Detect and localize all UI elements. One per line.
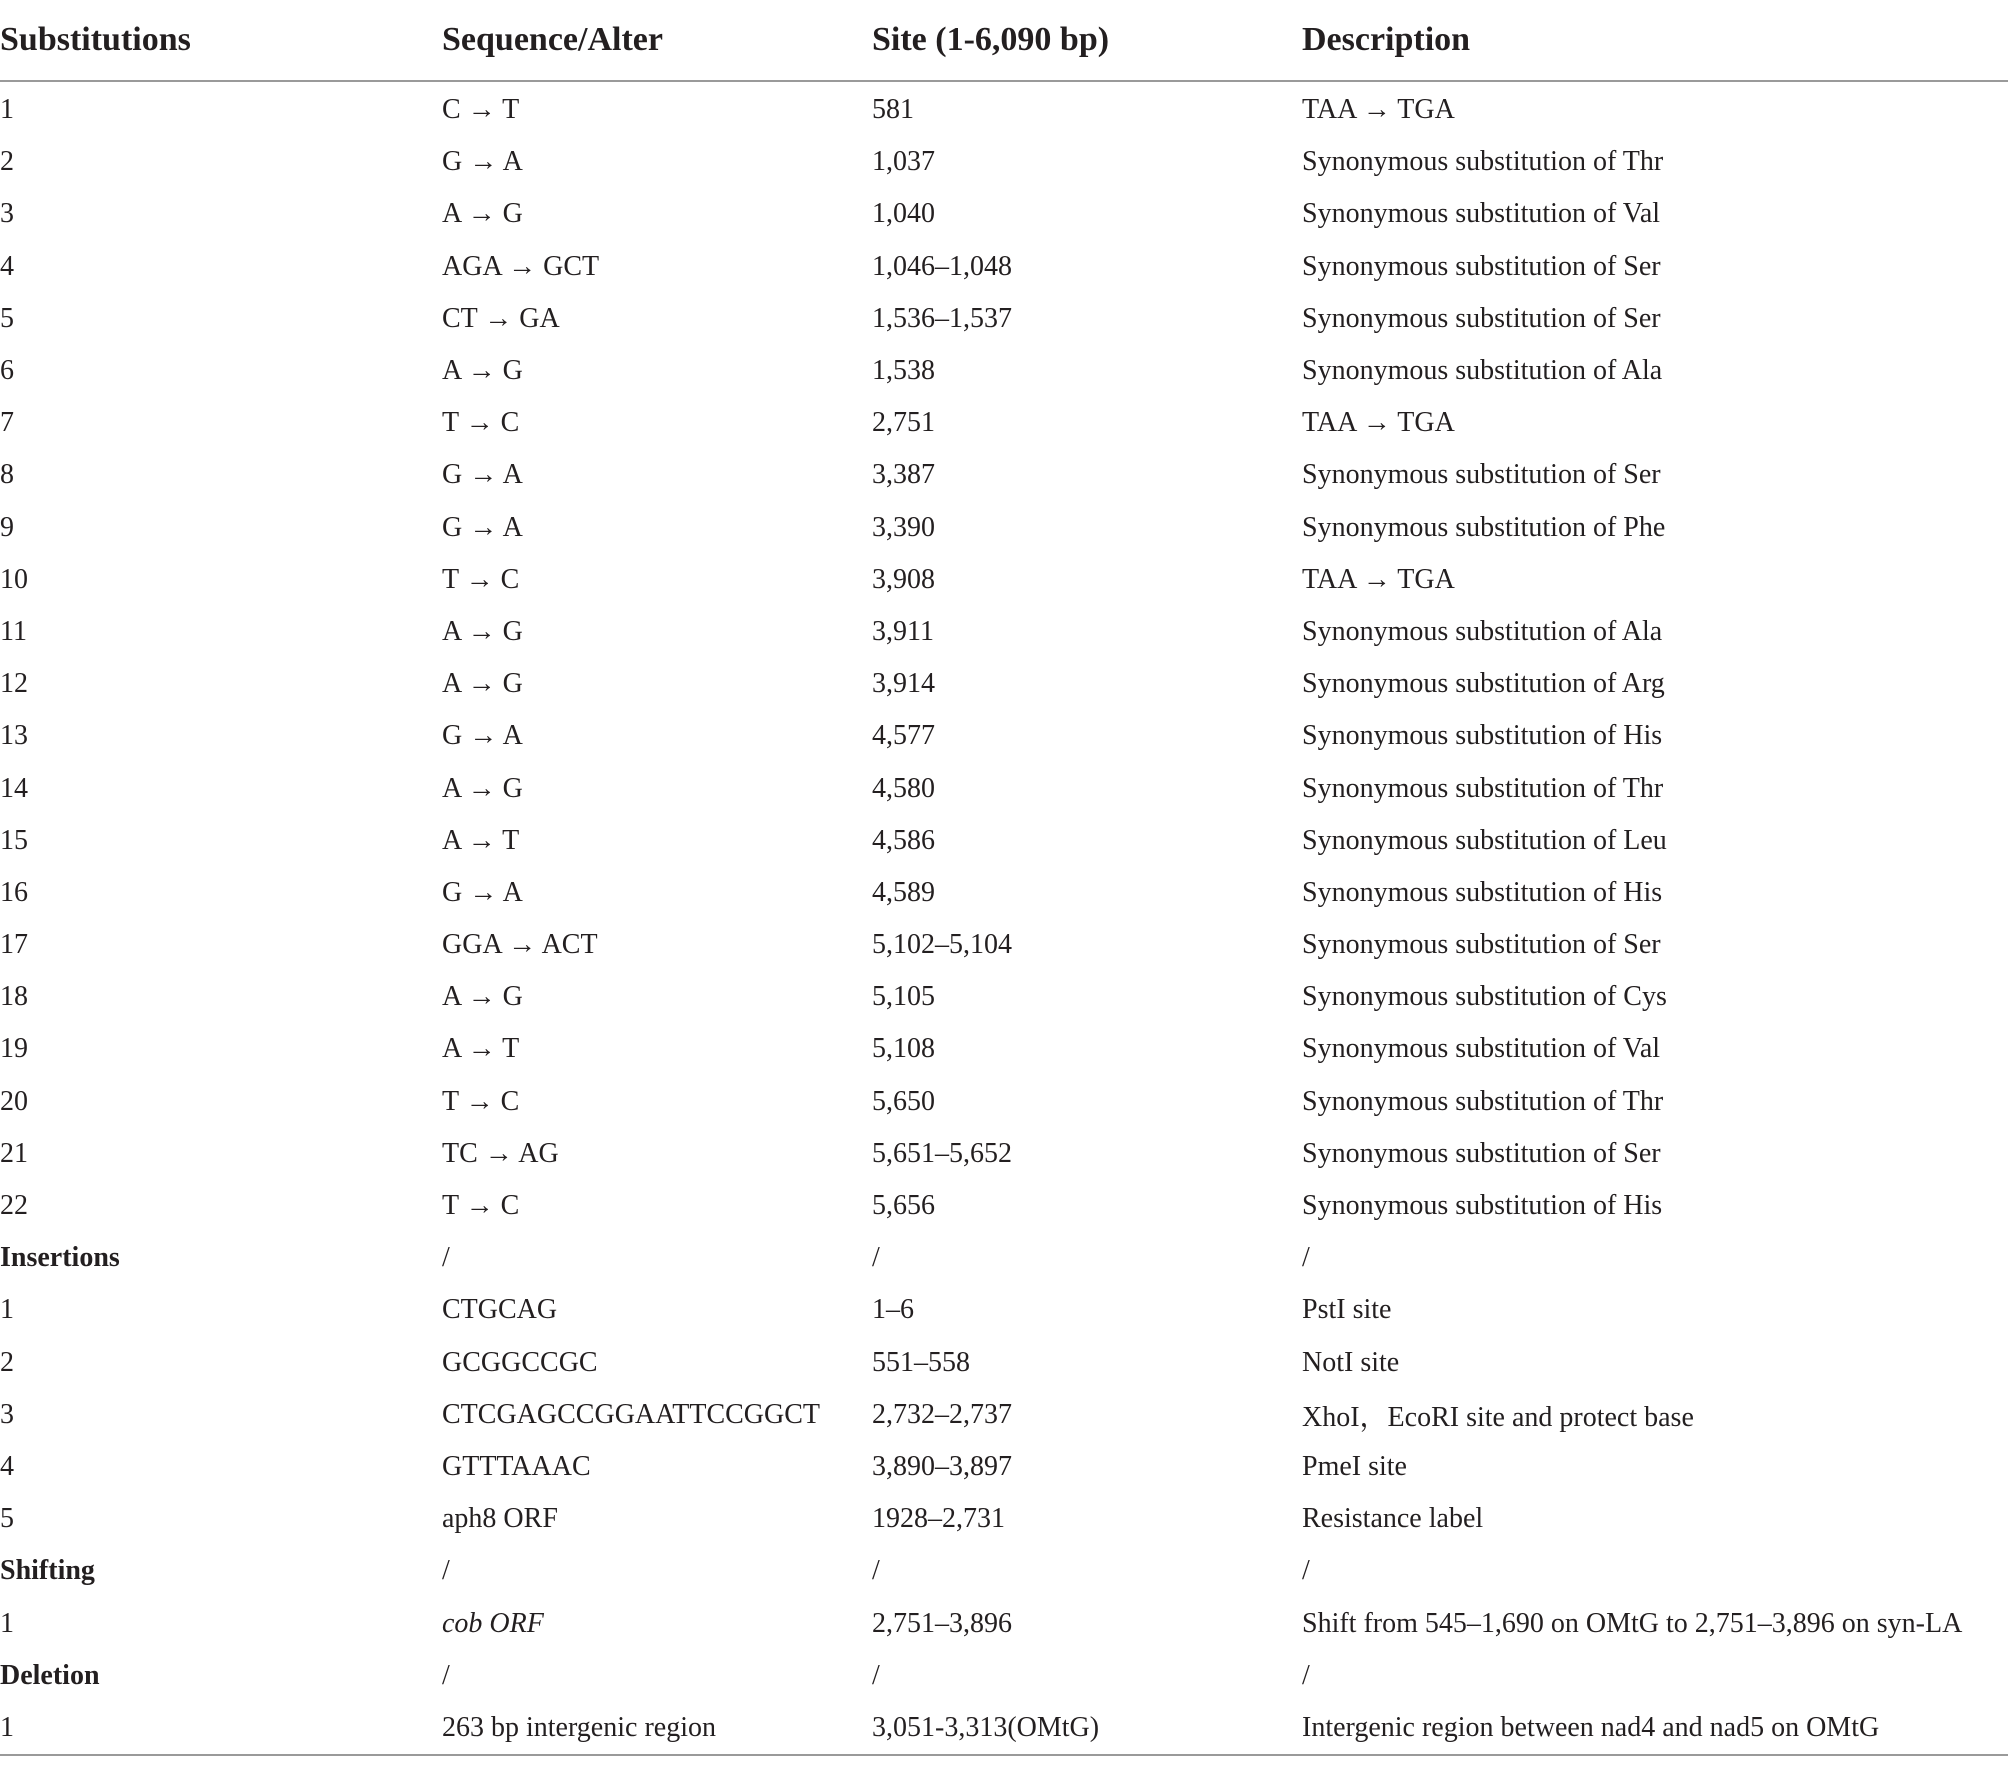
cell-description: Synonymous substitution of His — [1302, 876, 1663, 908]
section-row-shifting — [0, 1545, 2008, 1597]
cell-description: Synonymous substitution of Ser — [1302, 1137, 1661, 1169]
cell-description: Synonymous substitution of Leu — [1302, 824, 1667, 856]
cell-site: 1928–2,731 — [872, 1503, 1005, 1535]
cell-number: 9 — [0, 511, 14, 543]
table-row — [0, 293, 2008, 345]
cell-description: Synonymous substitution of His — [1302, 1190, 1663, 1222]
table-row — [0, 241, 2008, 293]
cell-number: 5 — [0, 1503, 14, 1535]
table-row — [0, 1284, 2008, 1336]
cell-description: Synonymous substitution of Cys — [1302, 981, 1667, 1013]
table-row — [0, 1389, 2008, 1441]
cell-site: 2,732–2,737 — [872, 1398, 1012, 1430]
header-substitutions: Substitutions — [0, 21, 191, 58]
cell-description: Synonymous substitution of Phe — [1302, 511, 1666, 543]
cell-number: 1 — [0, 1607, 14, 1639]
cell-number: 3 — [0, 198, 14, 230]
cell-number: 2 — [0, 146, 14, 178]
cell-number: 6 — [0, 355, 14, 387]
cell-description: Synonymous substitution of Ala — [1302, 615, 1663, 647]
section-label: Insertions — [0, 1242, 120, 1274]
cell-site: 1,040 — [872, 198, 935, 230]
cell-number: 22 — [0, 1190, 28, 1222]
section-row-deletion — [0, 1650, 2008, 1702]
cell-number: 15 — [0, 824, 28, 856]
cell-sequence: 263 bp intergenic region — [442, 1711, 716, 1743]
cell-number: 20 — [0, 1085, 28, 1117]
table-row — [0, 1441, 2008, 1493]
header-description: Description — [1302, 21, 1471, 58]
table-row — [0, 762, 2008, 814]
cell-description: PmeI site — [1302, 1450, 1407, 1482]
cell-site: 4,586 — [872, 824, 935, 856]
cell-description: Synonymous substitution of Ser — [1302, 929, 1661, 961]
table-row — [0, 554, 2008, 606]
table-row — [0, 710, 2008, 762]
cell-description: / — [1302, 1555, 1310, 1587]
cell-sequence: G → A — [442, 459, 523, 491]
cell-description: NotI site — [1302, 1346, 1400, 1378]
cell-description: Synonymous substitution of Val — [1302, 1033, 1661, 1065]
cell-number: 12 — [0, 668, 28, 700]
cell-sequence: G → A — [442, 876, 523, 908]
table-row — [0, 502, 2008, 554]
cell-sequence: TC → AG — [442, 1137, 559, 1169]
cell-number: 18 — [0, 981, 28, 1013]
cell-number: 21 — [0, 1137, 28, 1169]
cell-site: 2,751 — [872, 407, 935, 439]
table-row — [0, 658, 2008, 710]
cell-sequence: GCGGCCGC — [442, 1346, 598, 1378]
section-label: Shifting — [0, 1555, 95, 1587]
cell-site: 4,577 — [872, 720, 935, 752]
cell-site: 581 — [872, 94, 914, 126]
cell-sequence: A → G — [442, 355, 523, 387]
cell-site: 5,102–5,104 — [872, 929, 1012, 961]
cell-site: 5,651–5,652 — [872, 1137, 1012, 1169]
table-row — [0, 919, 2008, 971]
cell-site: 5,650 — [872, 1085, 935, 1117]
cell-site: 2,751–3,896 — [872, 1607, 1012, 1639]
cell-description: Synonymous substitution of Ser — [1302, 302, 1661, 334]
cell-description: Synonymous substitution of Thr — [1302, 1085, 1664, 1117]
cell-description: Synonymous substitution of Thr — [1302, 772, 1664, 804]
cell-number: 1 — [0, 94, 14, 126]
cell-number: 3 — [0, 1398, 14, 1430]
table-row — [0, 1337, 2008, 1389]
cell-site: 5,108 — [872, 1033, 935, 1065]
cell-sequence: C → T — [442, 94, 520, 126]
cell-description: / — [1302, 1242, 1310, 1274]
cell-site: 5,105 — [872, 981, 935, 1013]
cell-sequence: A → G — [442, 198, 523, 230]
cell-number: 4 — [0, 250, 14, 282]
cell-site: / — [872, 1555, 880, 1587]
cell-sequence: A → G — [442, 615, 523, 647]
cell-description: Resistance label — [1302, 1503, 1484, 1535]
cell-number: 1 — [0, 1711, 14, 1743]
cell-site: 3,914 — [872, 668, 935, 700]
table-row — [0, 397, 2008, 449]
cell-sequence: T → C — [442, 563, 520, 595]
cell-site: 551–558 — [872, 1346, 970, 1378]
cell-number: 4 — [0, 1450, 14, 1482]
cell-description: Synonymous substitution of Ala — [1302, 355, 1663, 387]
table-row — [0, 81, 2008, 136]
header-sequence-alter: Sequence/Alter — [442, 21, 663, 58]
cell-site: 3,387 — [872, 459, 935, 491]
cell-description: Synonymous substitution of His — [1302, 720, 1663, 752]
cell-sequence: cob ORF — [442, 1607, 544, 1639]
cell-number: 19 — [0, 1033, 28, 1065]
cell-number: 8 — [0, 459, 14, 491]
cell-sequence: / — [442, 1555, 450, 1587]
section-label: Deletion — [0, 1659, 100, 1691]
cell-site: 5,656 — [872, 1190, 935, 1222]
cell-number: 1 — [0, 1294, 14, 1326]
cell-description: / — [1302, 1659, 1310, 1691]
cell-description: Synonymous substitution of Ser — [1302, 459, 1661, 491]
table-row — [0, 971, 2008, 1023]
cell-sequence: G → A — [442, 146, 523, 178]
cell-description: Intergenic region between nad4 and nad5 on OMtG — [1302, 1711, 1880, 1743]
header-site: Site (1-6,090 bp) — [872, 21, 1110, 58]
cell-sequence: T → C — [442, 407, 520, 439]
cell-sequence: / — [442, 1659, 450, 1691]
cell-sequence: G → A — [442, 720, 523, 752]
cell-site: 1,037 — [872, 146, 935, 178]
cell-description: TAA → TGA — [1302, 563, 1455, 595]
cell-description: Synonymous substitution of Arg — [1302, 668, 1665, 700]
cell-description: Synonymous substitution of Val — [1302, 198, 1661, 230]
cell-site: 1,536–1,537 — [872, 302, 1012, 334]
cell-site: 3,911 — [872, 615, 934, 647]
cell-sequence: A → G — [442, 772, 523, 804]
table-row — [0, 1702, 2008, 1755]
cell-site: 3,890–3,897 — [872, 1450, 1012, 1482]
cell-sequence: CTGCAG — [442, 1294, 558, 1326]
cell-description: XhoI，EcoRI site and protect base — [1302, 1401, 1694, 1433]
cell-sequence: A → T — [442, 824, 520, 856]
cell-number: 17 — [0, 929, 28, 961]
cell-site: 3,908 — [872, 563, 935, 595]
cell-sequence: AGA → GCT — [442, 250, 600, 282]
cell-site: 3,390 — [872, 511, 935, 543]
section-row-insertions — [0, 1232, 2008, 1284]
cell-sequence: A → T — [442, 1033, 520, 1065]
cell-sequence: CT → GA — [442, 302, 560, 334]
cell-description: PstI site — [1302, 1294, 1392, 1326]
cell-sequence: GTTTAAAC — [442, 1450, 591, 1482]
cell-sequence: T → C — [442, 1085, 520, 1117]
header-row — [0, 0, 2008, 81]
cell-sequence: / — [442, 1242, 450, 1274]
cell-number: 2 — [0, 1346, 14, 1378]
cell-description: TAA → TGA — [1302, 94, 1455, 126]
cell-sequence: A → G — [442, 668, 523, 700]
cell-site: 3,051-3,313(OMtG) — [872, 1711, 1100, 1743]
table-row — [0, 815, 2008, 867]
cell-sequence: aph8 ORF — [442, 1503, 558, 1535]
table-row — [0, 1493, 2008, 1545]
table-row — [0, 1128, 2008, 1180]
cell-site: 1,538 — [872, 355, 935, 387]
cell-number: 7 — [0, 407, 14, 439]
table-body — [0, 81, 2008, 1755]
table-row — [0, 345, 2008, 397]
table-row — [0, 1076, 2008, 1128]
table-header — [0, 0, 2008, 81]
cell-sequence: G → A — [442, 511, 523, 543]
cell-sequence: T → C — [442, 1190, 520, 1222]
table-row — [0, 1180, 2008, 1232]
cell-number: 14 — [0, 772, 28, 804]
cell-site: 1–6 — [872, 1294, 914, 1326]
cell-description: Synonymous substitution of Thr — [1302, 146, 1664, 178]
cell-description: Synonymous substitution of Ser — [1302, 250, 1661, 282]
cell-site: / — [872, 1659, 880, 1691]
table-row — [0, 188, 2008, 240]
table-row — [0, 606, 2008, 658]
table-row — [0, 1023, 2008, 1075]
table-row — [0, 867, 2008, 919]
cell-sequence: CTCGAGCCGGAATTCCGGCT — [442, 1398, 821, 1430]
cell-number: 11 — [0, 615, 27, 647]
cell-number: 16 — [0, 876, 28, 908]
cell-number: 13 — [0, 720, 28, 752]
cell-site: 4,580 — [872, 772, 935, 804]
cell-number: 10 — [0, 563, 28, 595]
cell-site: / — [872, 1242, 880, 1274]
cell-number: 5 — [0, 302, 14, 334]
cell-site: 4,589 — [872, 876, 935, 908]
table-row — [0, 1597, 2008, 1649]
table-row — [0, 449, 2008, 501]
cell-sequence: GGA → ACT — [442, 929, 598, 961]
cell-site: 1,046–1,048 — [872, 250, 1012, 282]
table-row — [0, 136, 2008, 188]
cell-description: TAA → TGA — [1302, 407, 1455, 439]
cell-sequence: A → G — [442, 981, 523, 1013]
cell-description: Shift from 545–1,690 on OMtG to 2,751–3,896 on syn-LA — [1302, 1607, 1963, 1639]
